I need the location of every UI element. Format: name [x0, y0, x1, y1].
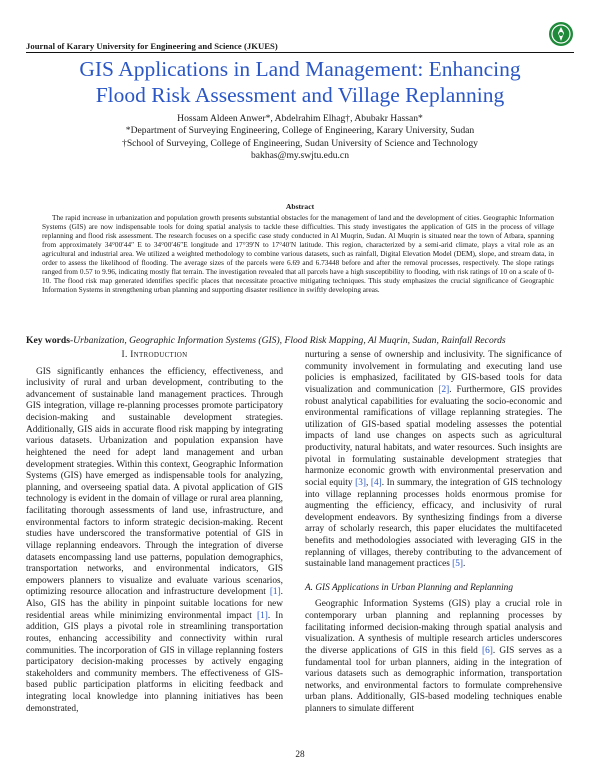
citation-link[interactable]: [6] — [482, 645, 493, 656]
abstract-heading: Abstract — [285, 202, 315, 211]
text-run: . In addition, GIS plays a pivotal role in streamlining transportation routes, enhancing accessibility and connectivity within rural communities. The incorporation of GIS in village replanning fosters participatory decision-making processes by actively engaging stakeholders and community members. The effectiveness of GIS-based public participation platforms in eliciting feedback and integrating local knowledge into planning initiatives has been demonstrated, — [26, 610, 283, 714]
citation-link[interactable]: [4] — [370, 477, 382, 488]
citation-link[interactable]: [3] — [355, 477, 366, 488]
text-run: . In summary, the integration of GIS technology into village replanning processes holds enormous promise for augmenting the efficiency, efficacy, and inclusivity of rural development endeavors. By synthesizing findings from a diverse array of scholarly research, this paper elucidates the multifaceted benefits and methodologies associated with leveraging GIS in the replanning of villages, thereby contributing to the advancement of sustainable land management practices — [305, 477, 562, 570]
page-number: 28 — [295, 750, 305, 760]
section-heading-introduction — [26, 350, 283, 362]
text-run: nurturing a sense of ownership and inclusivity. The significance of community involvement in formulating and executing land use policies is emphasized, facilitated by GIS-based tools for data visualization and communication — [305, 350, 562, 395]
text-run: . Also, GIS has the ability in pinpoint suitable locations for new residential areas while minimizing environmental impact — [26, 587, 283, 621]
text-run: . Furthermore, GIS provides robust analytical capabilities for evaluating the socio-economic and environmental ramifications of village replanning strategies. The utilization of GIS-based spatial modeling assesses the potential impacts of land use changes on aspects such as agricultural productivity, natural habitats, and water resources. Such insights are pivotal in formulating sustainable development strategies that harmonize economic growth with environmental preservation and social equity — [305, 384, 562, 488]
intro-paragraph-continued — [305, 350, 562, 571]
email: bakhas@my.swjtu.edu.cn — [250, 149, 349, 161]
keywords-label: Key words — [26, 335, 70, 346]
citation-link[interactable]: [5] — [452, 559, 463, 570]
text-run: Geographic Information Systems (GIS) play a crucial role in contemporary urban planning and replanning processes by facilitating informed decision-making through spatial analysis and visualization. A synthesis of multiple research articles underscores the diverse applications of GIS in this field — [305, 599, 562, 656]
text-run: , — [365, 477, 371, 488]
right-column — [305, 350, 562, 716]
left-column — [26, 350, 283, 715]
keywords — [26, 335, 581, 346]
title-line-1: GIS Applications in Land Management: Enhancing — [79, 57, 521, 81]
paper-title — [20, 56, 580, 108]
intro-paragraph — [26, 367, 283, 716]
author-block — [40, 113, 560, 162]
citation-link[interactable]: [2] — [438, 384, 450, 395]
text-run: . GIS serves as a fundamental tool for urban planners, aiding in the integration of various datasets such as demographic information, transportation networks, and environmental factors to formulate comprehensive urban plans. Additionally, GIS-based modeling techniques enable planners to simulate different — [305, 645, 562, 715]
abstract-text: The rapid increase in urbanization and population growth presents substantial obstacles for the management of land and the development of cities. Geographic Information Systems (GIS) are now indispensable tools for doing spatial analysis to tackle these difficulties. This study investigates the application of GIS in the process of village replanning and flood risk assessment. The research focuses on a specific case study conducted in Al Muqrin, Sudan. Al Muqrin is situated near the town of Atbara, spanning from approximately 34°00′44″ E to 34°00′46″E longitude and 17°39′N to 17°40′N latitude. This region, characterized by a semi-arid climate, plays a vital role as an agricultural and industrial area. We utilized a weighted methodology to combine various datasets, such as rainfall, Digital Elevation Model (DEM), slope, and stream data, in order to assess the likelihood of flooding. The average sizes of the parcels were 6.69 and 6.73448 before and after the removal processes, respectively. The slope ratings ranged from 0.57 to 9.96, indicating mostly flat terrain. The investigation revealed that all parcels have a high susceptibility to flooding, with risk ratings of 10 on a scale of 0-10. The flood risk map generated identifies specific places that necessitate proactive mitigating techniques. This study emphasizes the crucial significance of Geographic Information Systems in strengthening urban planning and supporting disaster resilience in swiftly developing areas. — [42, 213, 554, 295]
affiliation-2: †School of Surveying, College of Engineering, Sudan University of Science and Technology — [122, 137, 478, 149]
section-number: I. — [121, 350, 128, 360]
text-run: GIS significantly enhances the efficiency, effectiveness, and inclusivity of rural and urban development, contributing to the advancement of sustainable land management practices. Through GIS integration, village re-planning processes promote participatory decision-making and sustainable development strategies. Additionally, GIS aids in accurate flood risk mapping by integrating various datasets. Urbanization and population expansion have heightened the need for adept land management and urban development strategies. Within this context, Geographic Information Systems (GIS) have emerged as indispensable tools for analyzing, planning, and overseeing spatial data. A pivotal application of GIS technology is evident in the domain of village or rural area planning, facilitating thorough assessments of land use, infrastructure, and environmental factors to inform strategic decision-making. Recent studies have underscored the transformative potential of GIS in village replanning endeavors. Through the integration of diverse datasets encompassing land use patterns, population demographics, transportation networks, and environmental indicators, GIS empowers planners to visualize and evaluate various scenarios, optimizing resource allocation and infrastructure development — [26, 366, 283, 598]
journal-logo-icon — [548, 21, 574, 47]
header-rule — [26, 52, 574, 53]
subsection-heading: A. GIS Applications in Urban Planning and Replanning — [305, 582, 513, 593]
affiliation-1: *Department of Surveying Engineering, College of Engineering, Karary University, Sudan — [125, 125, 475, 137]
journal-name: Journal of Karary University for Engineering and Science (JKUES) — [26, 41, 278, 51]
citation-link[interactable]: [1] — [269, 587, 281, 598]
keywords-text: -Urbanization, Geographic Information Systems (GIS), Flood Risk Mapping, Al Muqrin, Sudan, Rainfall Records — [69, 335, 506, 346]
text-run: . — [463, 559, 466, 570]
section-title: Introduction — [130, 350, 188, 360]
subsection-paragraph — [305, 599, 562, 715]
title-line-2: Flood Risk Assessment and Village Replanning — [95, 83, 505, 107]
authors: Hossam Aldeen Anwer*, Abdelrahim Elhag†, Abubakr Hassan* — [177, 113, 423, 124]
citation-link[interactable]: [1] — [256, 610, 268, 621]
